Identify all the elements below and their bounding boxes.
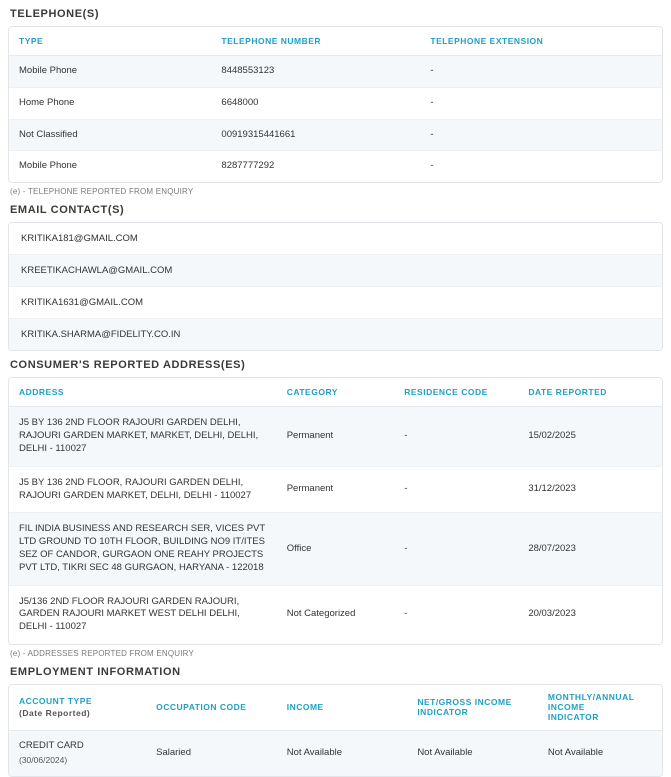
addresses-footnote: (e) - ADDRESSES REPORTED FROM ENQUIRY [10, 649, 195, 658]
address-category: Office [277, 513, 395, 585]
address-residence-code: - [394, 466, 518, 513]
address-category: Not Categorized [286, 608, 356, 620]
column-header-telephone-extension: TELEPHONE EXTENSION [420, 27, 662, 56]
emails-section-title: EMAIL CONTACT(S) [10, 204, 125, 217]
table-header-row [9, 685, 662, 731]
employment-section-title: EMPLOYMENT INFORMATION [10, 666, 181, 678]
employment-net-gross-indicator: Not Available [407, 731, 538, 776]
column-header-occupation-code: OCCUPATION CODE [146, 685, 277, 731]
list-item: KRITIKA181@GMAIL.COM [9, 223, 662, 255]
telephone-number: 6648000 [211, 87, 420, 119]
table-row [9, 466, 662, 513]
column-header-net-gross-line1: NET/GROSS INCOME [417, 696, 512, 707]
column-header-residence-code: RESIDENCE CODE [394, 378, 518, 407]
addresses-card [8, 377, 663, 645]
telephone-extension: - [420, 87, 662, 119]
addresses-table-body [9, 407, 662, 644]
table-row [9, 119, 662, 151]
column-header-date-reported: DATE REPORTED [518, 378, 662, 407]
employment-account-type [9, 731, 146, 776]
employment-table [9, 685, 662, 776]
column-header-net-gross-line2: INDICATOR [417, 706, 469, 717]
column-header-income: INCOME [277, 685, 408, 731]
telephone-number: 8448553123 [211, 56, 420, 88]
column-header-monthly-annual-line1: MONTHLY/ANNUAL INCOME [547, 692, 635, 712]
column-header-monthly-annual-line2: INDICATOR [547, 711, 599, 722]
telephone-type: Home Phone [9, 87, 211, 119]
table-row [9, 731, 662, 776]
telephone-type: Not Classified [9, 119, 211, 151]
address-date-reported: 15/02/2025 [518, 407, 662, 466]
telephone-number: 00919315441661 [211, 119, 420, 151]
column-header-telephone-number: TELEPHONE NUMBER [211, 27, 420, 56]
addresses-section-title: CONSUMER'S REPORTED ADDRESS(ES) [10, 359, 246, 372]
column-header-type: TYPE [9, 27, 211, 56]
table-row [9, 513, 662, 585]
employment-card [8, 684, 663, 777]
table-header-row [9, 378, 662, 407]
address-date-reported: 31/12/2023 [518, 466, 662, 513]
table-row [9, 56, 662, 88]
column-header-account-type [9, 685, 146, 731]
table-header-row [9, 27, 662, 56]
telephones-card [8, 26, 663, 183]
address-value: FIL INDIA BUSINESS AND RESEARCH SER, VICES PVT LTD GROUND TO 10TH FLOOR, BUILDING NO9 IT/ITES SEZ OF CANDOR, GURGAON ONE REAHY PROJECTS PVT LTD, TIKRI SEC 48 GURGAON, HARYANA - 122018 [9, 513, 277, 585]
address-category: Permanent [277, 466, 395, 513]
address-residence-code: - [394, 513, 518, 585]
address-category: Permanent [277, 407, 395, 466]
address-value: J5 BY 136 2ND FLOOR, RAJOURI GARDEN DELHI, RAJOURI GARDEN MARKET, DELHI, DELHI - 110027 [9, 466, 277, 513]
emails-card [8, 222, 663, 351]
address-value: J5/136 2ND FLOOR RAJOURI GARDEN RAJOURI, GARDEN RAJOURI MARKET WEST DELHI DELHI, DELHI - 110027 [19, 595, 240, 633]
column-header-address: ADDRESS [9, 378, 277, 407]
address-value: J5 BY 136 2ND FLOOR RAJOURI GARDEN DELHI, RAJOURI GARDEN MARKET, MARKET, DELHI, DELHI, DELHI - 110027 [9, 407, 277, 466]
telephones-table [9, 27, 662, 182]
employment-income: Not Available [277, 731, 408, 776]
table-row [9, 87, 662, 119]
list-item: KRITIKA1631@GMAIL.COM [9, 287, 662, 319]
table-row [9, 585, 662, 644]
employment-account-type-label: CREDIT CARD [19, 740, 84, 752]
telephone-type: Mobile Phone [9, 56, 211, 88]
telephones-table-body [9, 56, 662, 183]
address-date-reported: 20/03/2023 [528, 608, 576, 620]
column-header-monthly-annual-income-indicator [538, 685, 662, 731]
telephone-number: 8287777292 [221, 160, 275, 172]
address-date-reported: 28/07/2023 [518, 513, 662, 585]
employment-monthly-annual-indicator: Not Available [538, 731, 662, 776]
address-residence-code: - [394, 407, 518, 466]
employment-occupation-code: Salaried [146, 731, 277, 776]
telephone-extension: - [420, 56, 662, 88]
telephones-footnote: (e) - TELEPHONE REPORTED FROM ENQUIRY [10, 187, 194, 197]
employment-table-header [9, 685, 662, 731]
telephones-table-header [9, 27, 662, 56]
telephone-extension: - [430, 160, 434, 172]
addresses-table [9, 378, 662, 644]
telephones-section-title: TELEPHONE(S) [10, 8, 100, 20]
column-header-category: CATEGORY [277, 378, 395, 407]
list-item: KRITIKA.SHARMA@FIDELITY.CO.IN [9, 319, 662, 350]
telephone-type: Mobile Phone [19, 160, 78, 172]
table-row [9, 151, 662, 182]
addresses-table-header [9, 378, 662, 407]
telephone-extension: - [420, 119, 662, 151]
list-item: KREETIKACHAWLA@GMAIL.COM [9, 255, 662, 287]
employment-account-date: (30/06/2024) [19, 755, 68, 766]
employment-table-body [9, 731, 662, 776]
column-header-net-gross-income-indicator [407, 685, 538, 731]
column-header-account-type-line2: (Date Reported) [19, 707, 91, 718]
column-header-account-type-line1: ACCOUNT TYPE [19, 695, 93, 706]
address-residence-code: - [404, 608, 408, 620]
table-row [9, 407, 662, 466]
